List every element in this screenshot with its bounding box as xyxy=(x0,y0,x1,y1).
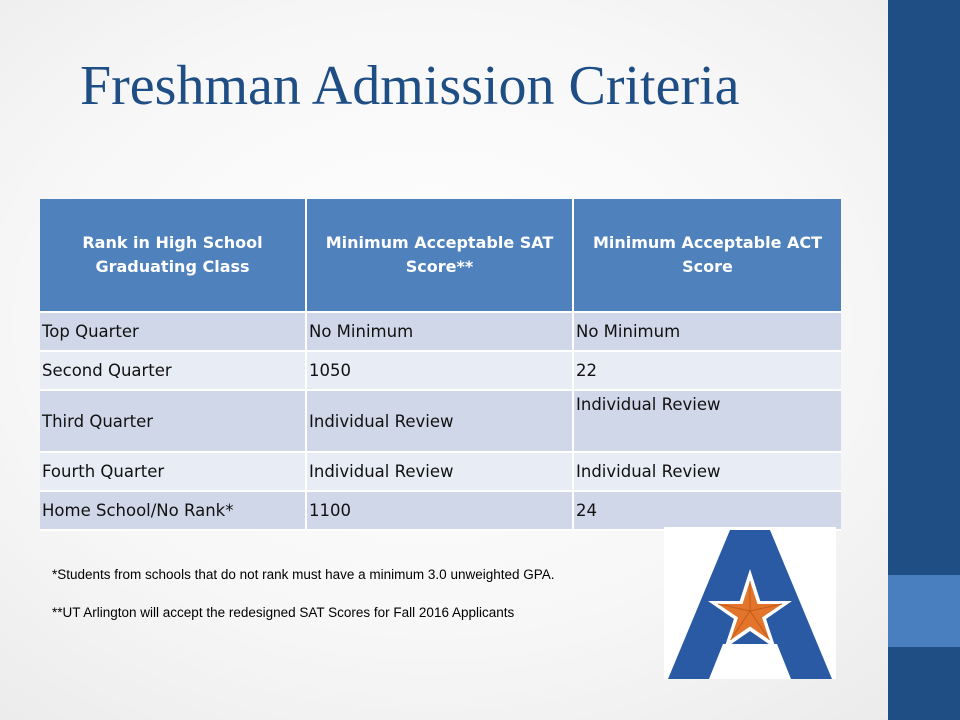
a-star-logo-icon xyxy=(664,527,836,679)
header-sat: Minimum Acceptable SAT Score** xyxy=(306,199,573,312)
table-row xyxy=(40,312,841,351)
cell-sat: Individual Review xyxy=(306,452,573,491)
ut-arlington-logo xyxy=(664,527,836,679)
footnote-sat-redesign: **UT Arlington will accept the redesigned SAT Scores for Fall 2016 Applicants xyxy=(52,605,515,620)
cell-act: Individual Review xyxy=(573,452,841,491)
cell-sat: Individual Review xyxy=(306,390,573,452)
cell-sat: 1050 xyxy=(306,351,573,390)
footnote-rank-gpa: *Students from schools that do not rank must have a minimum 3.0 unweighted GPA. xyxy=(52,567,555,582)
cell-rank: Fourth Quarter xyxy=(40,452,306,491)
header-act: Minimum Acceptable ACT Score xyxy=(573,199,841,312)
cell-rank: Top Quarter xyxy=(40,312,306,351)
side-bar-accent xyxy=(888,575,960,647)
cell-rank: Second Quarter xyxy=(40,351,306,390)
admission-criteria-table xyxy=(40,199,841,531)
slide-title: Freshman Admission Criteria xyxy=(80,55,740,117)
table-row xyxy=(40,351,841,390)
table-row xyxy=(40,491,841,530)
table-row xyxy=(40,452,841,491)
cell-act: No Minimum xyxy=(573,312,841,351)
cell-rank: Third Quarter xyxy=(40,390,306,452)
cell-rank: Home School/No Rank* xyxy=(40,491,306,530)
cell-sat: No Minimum xyxy=(306,312,573,351)
cell-act: 24 xyxy=(573,491,841,530)
cell-sat: 1100 xyxy=(306,491,573,530)
table-header-row xyxy=(40,199,841,312)
table-row xyxy=(40,390,841,452)
cell-act: Individual Review xyxy=(573,390,841,452)
cell-act: 22 xyxy=(573,351,841,390)
header-rank: Rank in High School Graduating Class xyxy=(40,199,306,312)
